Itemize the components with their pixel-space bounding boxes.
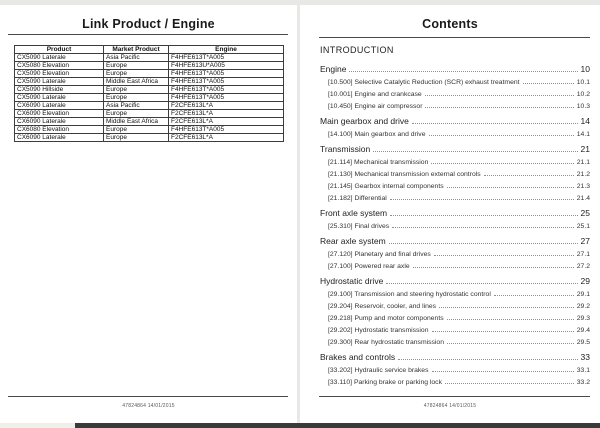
toc-entry-label: [27.100] Powered rear axle xyxy=(328,263,410,270)
toc-dot-leader xyxy=(439,307,574,308)
table-cell: Europe xyxy=(104,134,169,142)
toc-entry-label: [33.110] Parking brake or parking lock xyxy=(328,379,442,386)
toc-page-number: 33 xyxy=(580,352,590,362)
toc-page-number: 29.4 xyxy=(576,327,590,334)
toc-dot-leader xyxy=(425,95,574,96)
toc-entry-label: [29.218] Pump and motor components xyxy=(328,315,444,322)
toc-entry-label: Front axle system xyxy=(320,208,388,218)
toc-page-number: 29.1 xyxy=(576,291,590,298)
toc-page-number: 10.3 xyxy=(576,103,590,110)
table-header-cell: Market Product xyxy=(104,46,169,54)
table-cell: Middle East Africa xyxy=(104,118,169,126)
toc-section-row[interactable] xyxy=(320,113,590,126)
table-row xyxy=(15,126,284,134)
table-cell: CX6090 Laterale xyxy=(15,118,104,126)
left-page-footer: 47824864 14/01/2015 xyxy=(122,403,175,409)
table-cell: F4HFE613T*A005 xyxy=(169,94,284,102)
table-cell: F4HFE613T*A005 xyxy=(169,78,284,86)
toc-page-number: 33.1 xyxy=(576,367,590,374)
toc-entry-row[interactable] xyxy=(320,310,590,322)
table-cell: F4HFE613T*A005 xyxy=(169,54,284,62)
table-cell: F4HFE613T*A005 xyxy=(169,126,284,134)
toc-section-row[interactable] xyxy=(320,233,590,246)
table-row xyxy=(15,94,284,102)
table-cell: Europe xyxy=(104,126,169,134)
table-row xyxy=(15,134,284,142)
product-engine-table xyxy=(14,45,284,142)
table-cell: F2CFE613L*A xyxy=(169,134,284,142)
table-header-row xyxy=(15,46,284,54)
left-title-rule xyxy=(8,34,288,35)
toc-entry-label: [10.001] Engine and crankcase xyxy=(328,91,422,98)
toc-section-row[interactable] xyxy=(320,61,590,74)
toc-dot-leader xyxy=(447,319,574,320)
table-cell: CX5090 Laterale xyxy=(15,54,104,62)
toc-page-number: 27 xyxy=(580,236,590,246)
table-cell: F4HFE613T*A005 xyxy=(169,70,284,78)
toc-entry-row[interactable] xyxy=(320,86,590,98)
toc-entry-row[interactable] xyxy=(320,298,590,310)
toc-entry-row[interactable] xyxy=(320,246,590,258)
toc-entry-label: [29.100] Transmission and steering hydrostatic control xyxy=(328,291,491,298)
toc-page-number: 21 xyxy=(580,144,590,154)
toc-entry-row[interactable] xyxy=(320,190,590,202)
table-row xyxy=(15,54,284,62)
toc-entry-label: Hydrostatic drive xyxy=(320,276,384,286)
toc-page-number: 10.1 xyxy=(576,79,590,86)
toc-page-number: 25.1 xyxy=(576,223,590,230)
toc-entry-label: [10.450] Engine air compressor xyxy=(328,103,423,110)
toc-dot-leader xyxy=(432,331,574,332)
toc-page-number: 14 xyxy=(580,116,590,126)
toc-dot-leader xyxy=(413,267,574,268)
window-bottom-edge-dark xyxy=(75,423,600,428)
toc-dot-leader xyxy=(523,83,574,84)
toc-entry-label: [21.182] Differential xyxy=(328,195,387,202)
table-cell: CX5090 Elevation xyxy=(15,70,104,78)
toc-entry-label: [27.120] Planetary and final drives xyxy=(328,251,431,258)
table-cell: Europe xyxy=(104,62,169,70)
toc-entry-row[interactable] xyxy=(320,178,590,190)
toc-section-row[interactable] xyxy=(320,141,590,154)
toc-dot-leader xyxy=(431,163,573,164)
table-row xyxy=(15,86,284,94)
toc-dot-leader xyxy=(392,227,574,228)
window-bottom-edge-light xyxy=(0,423,75,428)
toc-entry-label: [10.500] Selective Catalytic Reduction (SCR) exhaust treatment xyxy=(328,79,520,86)
toc-entry-label: Transmission xyxy=(320,144,371,154)
toc-page-number: 33.2 xyxy=(576,379,590,386)
table-cell: Europe xyxy=(104,110,169,118)
toc-entry-row[interactable] xyxy=(320,126,590,138)
toc-entry-label: Rear axle system xyxy=(320,236,386,246)
toc-dot-leader xyxy=(398,359,577,360)
toc-entry-row[interactable] xyxy=(320,258,590,270)
toc-entry-row[interactable] xyxy=(320,322,590,334)
table-cell: CX6090 Laterale xyxy=(15,134,104,142)
table-row xyxy=(15,102,284,110)
toc-page-number: 21.1 xyxy=(576,159,590,166)
toc-page-number: 29.5 xyxy=(576,339,590,346)
table-cell: Europe xyxy=(104,70,169,78)
toc-dot-leader xyxy=(386,283,577,284)
toc-entry-label: [33.202] Hydraulic service brakes xyxy=(328,367,429,374)
toc-dot-leader xyxy=(484,175,574,176)
table-cell: F2CFE613L*A xyxy=(169,102,284,110)
toc-section-row[interactable] xyxy=(320,349,590,362)
toc-page-number: 27.2 xyxy=(576,263,590,270)
table-cell: CX5090 Hillside xyxy=(15,86,104,94)
toc-page-number: 10.2 xyxy=(576,91,590,98)
table-cell: CX5080 Elevation xyxy=(15,62,104,70)
toc-dot-leader xyxy=(445,383,574,384)
toc-section-row[interactable] xyxy=(320,205,590,218)
toc-page-number: 27.1 xyxy=(576,251,590,258)
table-cell: Europe xyxy=(104,94,169,102)
table-row xyxy=(15,70,284,78)
table-cell: F4HFE613T*A005 xyxy=(169,86,284,94)
toc-page-number: 14.1 xyxy=(576,131,590,138)
toc-dot-leader xyxy=(412,123,578,124)
toc-section-row[interactable] xyxy=(320,273,590,286)
toc-dot-leader xyxy=(447,187,574,188)
table-cell: Asia Pacific xyxy=(104,102,169,110)
toc-dot-leader xyxy=(434,255,574,256)
toc-entry-row[interactable] xyxy=(320,334,590,346)
table-row xyxy=(15,110,284,118)
toc-entry-label: [21.130] Mechanical transmission external controls xyxy=(328,171,481,178)
toc-entry-label: [29.202] Hydrostatic transmission xyxy=(328,327,429,334)
contents-title-rule xyxy=(319,37,590,38)
page-contents xyxy=(300,5,600,423)
table-header-cell: Product xyxy=(15,46,104,54)
toc-entry-label: Main gearbox and drive xyxy=(320,116,409,126)
table-cell: Europe xyxy=(104,86,169,94)
contents-title: Contents xyxy=(422,17,478,31)
toc-entry-label: Brakes and controls xyxy=(320,352,396,362)
toc-dot-leader xyxy=(390,199,574,200)
left-page-title: Link Product / Engine xyxy=(82,17,215,31)
toc-list xyxy=(320,45,590,386)
toc-dot-leader xyxy=(373,151,577,152)
toc-page-number: 25 xyxy=(580,208,590,218)
table-cell: CX6090 Elevation xyxy=(15,110,104,118)
toc-entry-row[interactable] xyxy=(320,218,590,230)
toc-entry-label: [21.145] Gearbox internal components xyxy=(328,183,444,190)
table-cell: Middle East Africa xyxy=(104,78,169,86)
toc-entry-row[interactable] xyxy=(320,286,590,298)
right-footer-rule xyxy=(319,396,590,397)
toc-intro-heading: INTRODUCTION xyxy=(320,45,394,55)
toc-page-number: 21.2 xyxy=(576,171,590,178)
toc-entry-row[interactable] xyxy=(320,166,590,178)
table-header-cell: Engine xyxy=(169,46,284,54)
toc-dot-leader xyxy=(494,295,574,296)
toc-dot-leader xyxy=(432,371,574,372)
table-row xyxy=(15,62,284,70)
toc-page-number: 10 xyxy=(580,64,590,74)
toc-dot-leader xyxy=(447,343,574,344)
table-cell: F4HFE613U*A005 xyxy=(169,62,284,70)
toc-entry-row[interactable] xyxy=(320,154,590,166)
table-cell: CX5090 Laterale xyxy=(15,94,104,102)
table-cell: CX6090 Laterale xyxy=(15,102,104,110)
table-cell: Asia Pacific xyxy=(104,54,169,62)
left-footer-rule xyxy=(8,396,288,397)
toc-entry-label: [29.204] Reservoir, cooler, and lines xyxy=(328,303,437,310)
toc-entry-label: [14.100] Main gearbox and drive xyxy=(328,131,426,138)
toc-entry-label: [29.300] Rear hydrostatic transmission xyxy=(328,339,444,346)
toc-entry-row[interactable] xyxy=(320,74,590,86)
toc-entry-label: [21.114] Mechanical transmission xyxy=(328,159,429,166)
toc-dot-leader xyxy=(390,215,577,216)
toc-dot-leader xyxy=(349,71,577,72)
table-row xyxy=(15,78,284,86)
toc-dot-leader xyxy=(389,243,578,244)
table-cell: CX5090 Laterale xyxy=(15,78,104,86)
toc-page-number: 29.3 xyxy=(576,315,590,322)
toc-page-number: 29 xyxy=(580,276,590,286)
toc-dot-leader xyxy=(429,135,574,136)
toc-entry-row[interactable] xyxy=(320,374,590,386)
table-cell: F2CFE613L*A xyxy=(169,118,284,126)
toc-entry-row[interactable] xyxy=(320,362,590,374)
toc-page-number: 21.3 xyxy=(576,183,590,190)
table-cell: CX6080 Elevation xyxy=(15,126,104,134)
toc-entry-row[interactable] xyxy=(320,98,590,110)
table-cell: F2CFE613L*A xyxy=(169,110,284,118)
table-row xyxy=(15,118,284,126)
toc-page-number: 29.2 xyxy=(576,303,590,310)
toc-page-number: 21.4 xyxy=(576,195,590,202)
toc-entry-label: [25.310] Final drives xyxy=(328,223,390,230)
right-page-footer: 47824864 14/01/2015 xyxy=(423,403,477,409)
page-link-product-engine xyxy=(0,5,297,423)
toc-entry-label: Engine xyxy=(320,64,347,74)
toc-dot-leader xyxy=(425,107,573,108)
